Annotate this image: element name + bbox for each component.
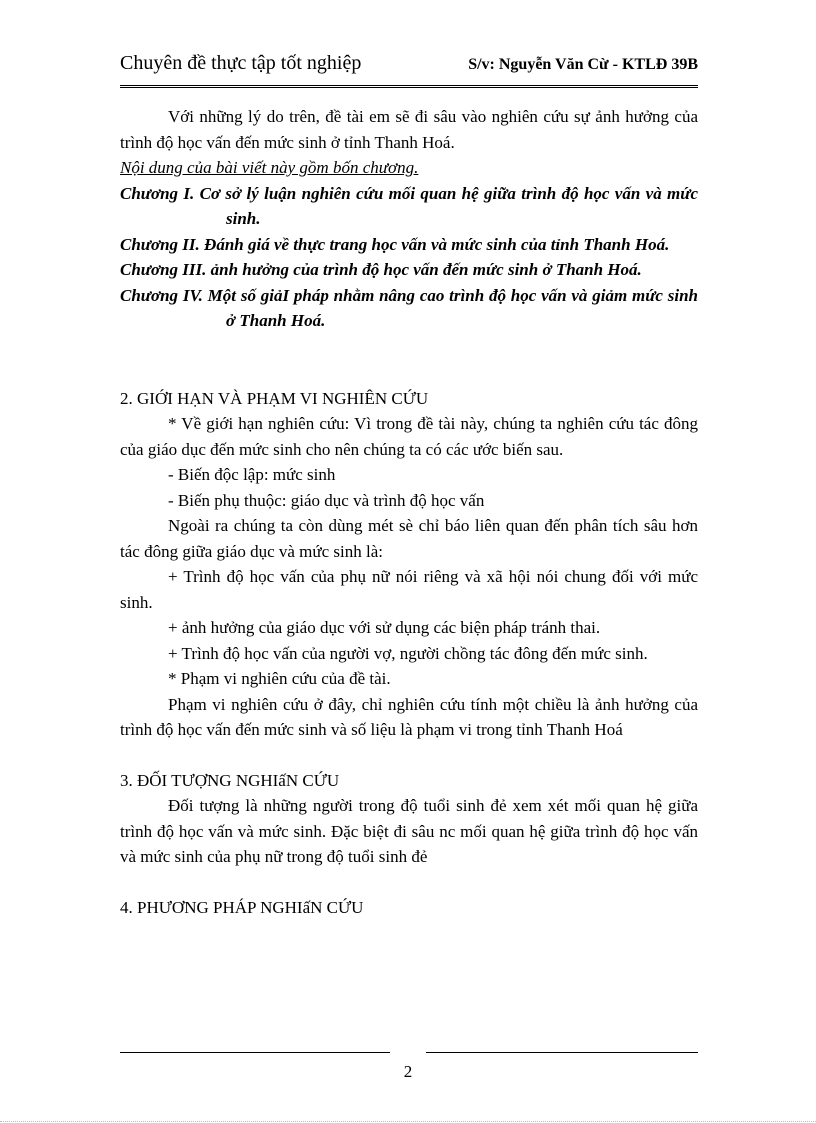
section-2-paragraph: Phạm vi nghiên cứu ở đây, chỉ nghiên cứu tính một chiều là ảnh hưởng của trình độ học vấn đến mức sinh và số liệu là phạm vi trong tỉnh Thanh Hoá xyxy=(120,694,698,739)
document-title: Chuyên đề thực tập tốt nghiệp xyxy=(120,52,362,74)
outline-intro: Nội dung của bài viết này gồm bốn chương. xyxy=(120,158,419,177)
chapter-1: Chương I. Cơ sở lý luận nghiên cứu mối quan hệ giữa trình độ học vấn và mức sinh. xyxy=(120,183,698,228)
section-2-paragraph: + Trình độ học vấn của người vợ, người chồng tác đông đến mức sinh. xyxy=(168,643,648,663)
section-2-paragraph: Ngoài ra chúng ta còn dùng mét sè chỉ báo liên quan đến phân tích sâu hơn tác đông giữa giáo dục và mức sinh là: xyxy=(120,516,698,561)
footer-divider-left xyxy=(120,1052,390,1053)
chapter-3: Chương III. ảnh hưởng của trình độ học vấn đến mức sinh ở Thanh Hoá. xyxy=(120,260,642,279)
section-3-paragraph: Đối tượng là những người trong độ tuổi sinh đẻ xem xét mối quan hệ giữa trình độ học vấn và mức sinh. Đặc biệt đi sâu nc mối quan hệ giữa trình độ học vấn và mức sinh của phụ nữ trong độ tuổi sinh đẻ xyxy=(120,796,698,866)
spacer xyxy=(120,334,698,386)
page-content xyxy=(120,104,698,920)
section-2-paragraph: - Biến phụ thuộc: giáo dục và trình độ học vấn xyxy=(168,490,485,510)
section-3-heading: 3. ĐỐI TƯỢNG NGHIấN CỨU xyxy=(120,770,340,790)
section-4-heading: 4. PHƯƠNG PHÁP NGHIấN CỨU xyxy=(120,897,364,917)
section-2-heading: 2. GIỚI HẠN VÀ PHẠM VI NGHIÊN CỨU xyxy=(120,388,429,408)
section-2-paragraph: * Về giới hạn nghiên cứu: Vì trong đề tài này, chúng ta nghiên cứu tác đông của giáo dục đến mức sinh cho nên chúng ta có các ước biến sau. xyxy=(120,414,698,459)
section-2-paragraph: * Phạm vi nghiên cứu của đề tài. xyxy=(168,669,391,688)
page-number: 2 xyxy=(403,1062,413,1081)
intro-paragraph: Với những lý do trên, đề tài em sẽ đi sâu vào nghiên cứu sự ảnh hưởng của trình độ học vấn đến mức sinh ở tỉnh Thanh Hoá. xyxy=(120,107,698,152)
footer-divider-right xyxy=(426,1052,698,1053)
section-2-paragraph: + Trình độ học vấn của phụ nữ nói riêng và xã hội nói chung đối với mức sinh. xyxy=(120,567,698,612)
author-info: S/v: Nguyễn Văn Cừ - KTLĐ 39B xyxy=(468,56,698,73)
spacer xyxy=(120,870,698,895)
section-2-paragraph: - Biến độc lập: mức sinh xyxy=(168,465,336,484)
header-divider xyxy=(120,85,698,88)
spacer xyxy=(120,743,698,768)
chapter-4: Chương IV. Một số giảI pháp nhằm nâng cao trình độ học vấn và giảm mức sinh ở Thanh Hoá. xyxy=(120,285,698,330)
section-2-paragraph: + ảnh hưởng của giáo dục với sử dụng các biện pháp tránh thai. xyxy=(168,618,601,637)
chapter-2: Chương II. Đánh giá về thực trang học vấn và mức sinh của tỉnh Thanh Hoá. xyxy=(120,234,670,254)
page-bottom-edge xyxy=(0,1121,816,1122)
